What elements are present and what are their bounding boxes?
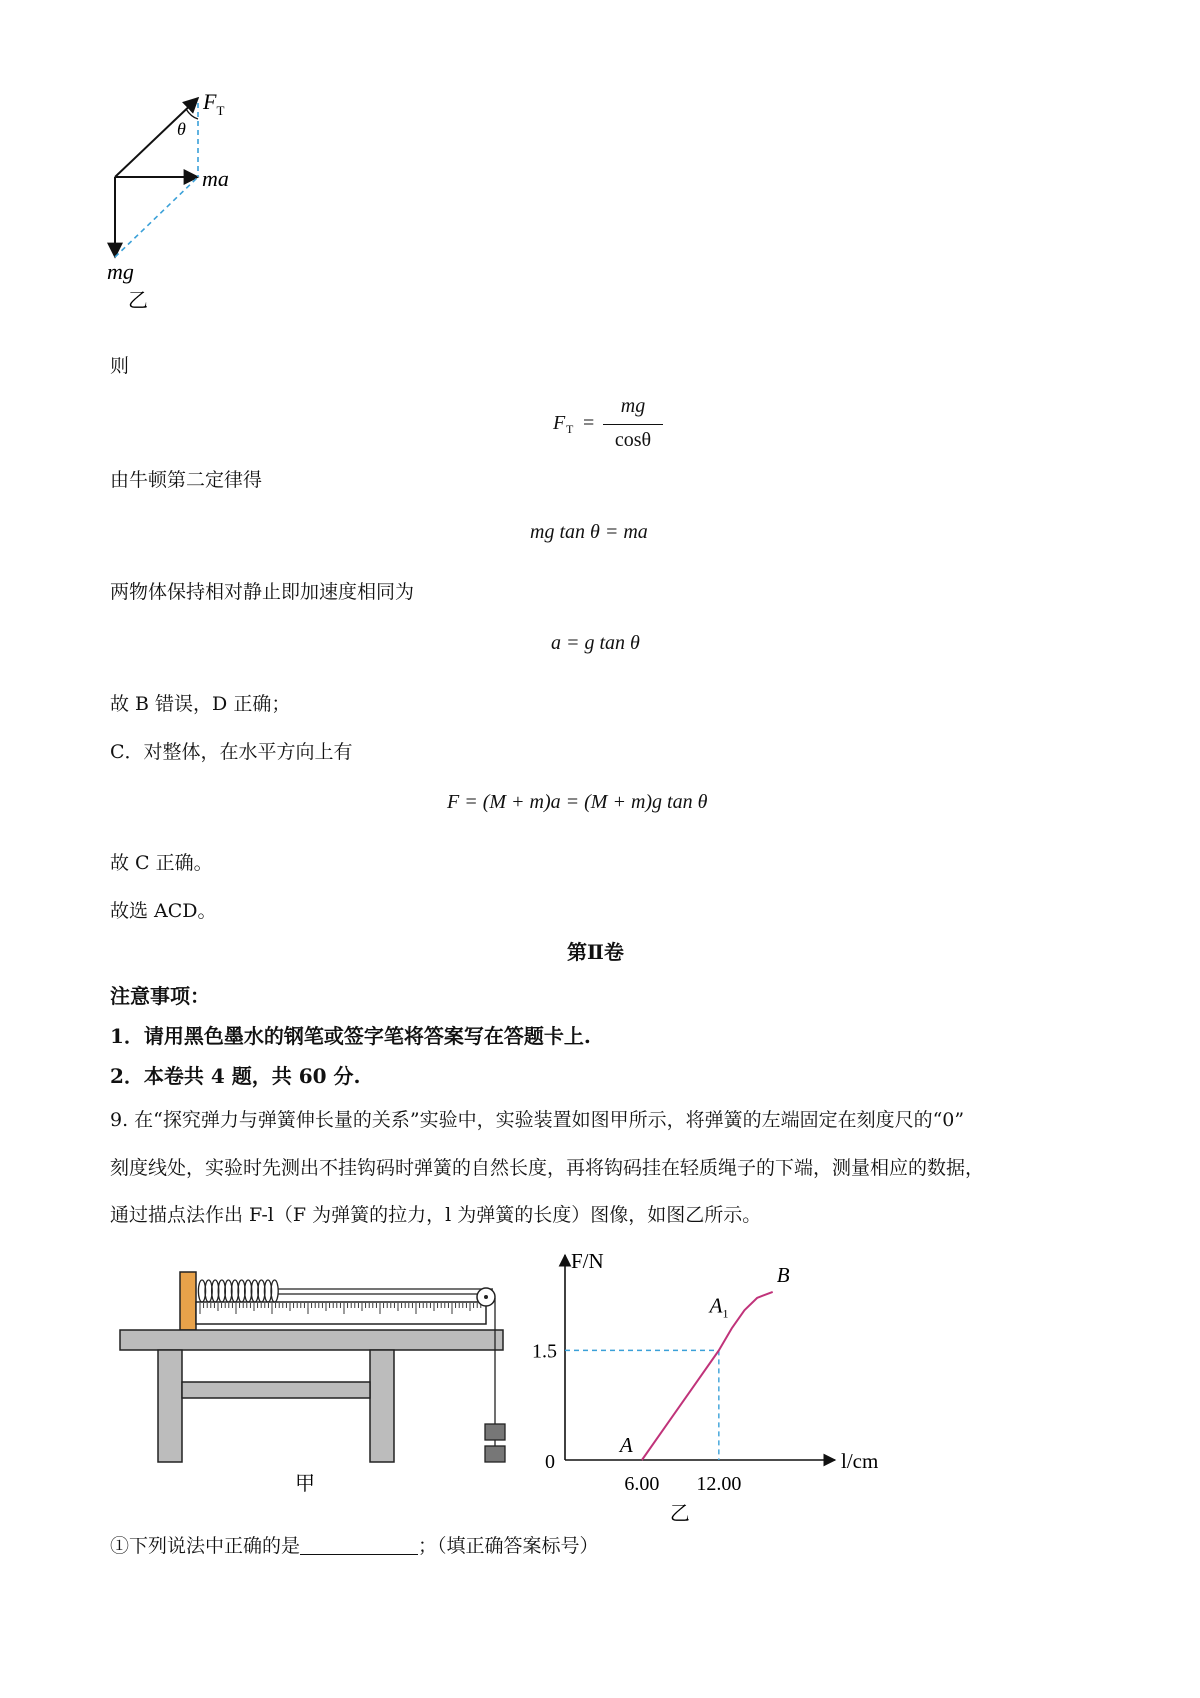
line-choose: 故选 ACD。 [110,900,217,922]
note-1: 1．请用黑色墨水的钢笔或签字笔将答案写在答题卡上. [110,1024,591,1048]
point-label-a: A [619,1433,633,1457]
label-ma: ma [202,166,229,191]
dashed-diagonal [115,177,198,257]
point-label-sub: 1 [722,1306,729,1321]
q9-sub1-after: ；（填正确答案标号） [418,1535,599,1557]
note-2: 2．本卷共 4 题，共 60 分. [110,1064,361,1088]
hook-weight-2 [485,1446,505,1462]
eq1-numerator: mg [620,395,646,417]
point-label-b: B [776,1262,790,1287]
point-label-a1: $A_1$ [709,1293,729,1321]
q9-sub1 [110,1534,599,1558]
eq1-lhs-sub: T [566,422,574,436]
table-top [120,1330,503,1350]
x-tick-label-0: 6.00 [624,1473,660,1495]
spring [198,1280,278,1302]
x-tick-label-1: 12.00 [696,1473,742,1495]
line-newton: 由牛顿第二定律得 [110,469,263,491]
line-same-acc: 两物体保持相对静止即加速度相同为 [110,581,415,603]
force-diagram-caption: 乙 [128,290,148,312]
label-ft-sub: T [216,103,225,118]
q9-line3: 通过描点法作出 F-l（F 为弹簧的拉力，l 为弹簧的长度）图像，如图乙所示。 [110,1204,762,1226]
apparatus-caption: 甲 [295,1473,315,1495]
label-theta: θ [177,119,186,139]
line-c-intro: C．对整体，在水平方向上有 [110,741,353,763]
eq1-fraction-bar [603,424,663,425]
y-tick-label-0: 1.5 [532,1340,557,1363]
eq1-eq: = [583,412,595,434]
q9-line2: 刻度线处，实验时先测出不挂钩码时弹簧的自然长度，再将钩码挂在轻质绳子的下端，测量相应的数据， [110,1157,985,1179]
eq1-lhs: F [553,412,566,434]
q9-sub1-before: ①下列说法中正确的是 [110,1535,301,1557]
equation-3: a = g tan θ [551,632,640,654]
apparatus-diagram [110,1258,530,1498]
line-b-wrong-d-right: 故 B 错误，D 正确； [110,693,291,715]
equation-2: mg tan θ = ma [530,521,648,543]
x-axis-label: l/cm [841,1449,879,1473]
fixed-block [180,1272,196,1330]
pulley-axle [484,1295,488,1299]
table-leg-left [158,1350,182,1462]
force-diagram [90,85,270,325]
label-ft: $F_T$ [203,89,225,118]
line-c-right: 故 C 正确。 [110,852,213,874]
q9-line1: 9. 在“探究弹力与弹簧伸长量的关系”实验中，实验装置如图甲所示，将弹簧的左端固定在刻度尺的“0” [110,1109,965,1131]
eq1-denominator: cosθ [614,429,652,451]
chart-caption: 乙 [669,1503,690,1525]
label-mg: mg [107,259,134,284]
answer-blank[interactable] [300,1536,418,1555]
table-leg-right [370,1350,394,1462]
equation-1 [553,395,663,458]
f-l-curve [642,1292,773,1460]
section-title: 第Ⅱ卷 [567,940,624,964]
notes-title: 注意事项： [110,984,210,1008]
y-axis-label: F/N [571,1249,604,1273]
equation-4: F = (M + m)a = (M + m)g tan θ [447,791,708,813]
theta-arc [186,109,198,119]
hook-weight-1 [485,1424,505,1440]
fl-chart [515,1245,879,1525]
line-ze: 则 [110,355,130,377]
origin-label: 0 [545,1451,555,1473]
table-crossbar [182,1382,370,1398]
